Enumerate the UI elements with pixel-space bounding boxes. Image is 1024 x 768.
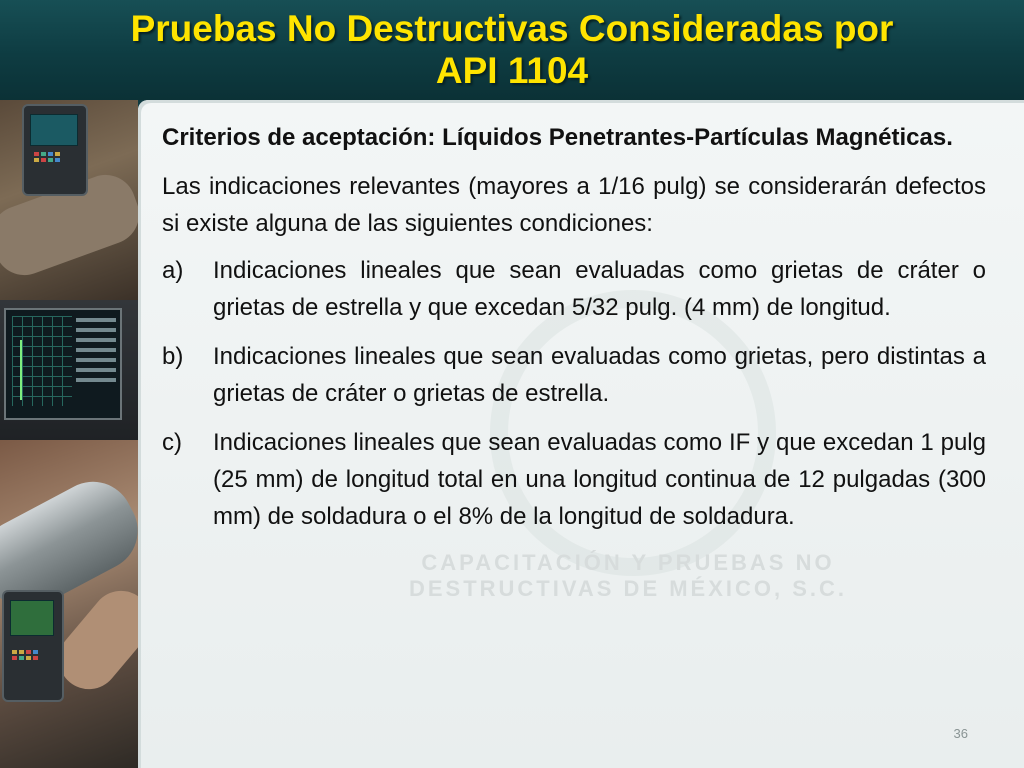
watermark-line-1: CAPACITACIÓN Y PRUEBAS NO [421, 550, 835, 575]
oscilloscope-screen [4, 308, 122, 420]
list-marker: a) [162, 257, 184, 284]
list-item-text: Indicaciones lineales que sean evaluadas como IF y que excedan 1 pulg (25 mm) de longitud total en una longitud continua de 12 pulgadas (300 mm) de soldadura o el 8% de la longitud de soldadura. [213, 429, 986, 530]
list-item-text: Indicaciones lineales que sean evaluadas como grietas de cráter o grietas de estrella y que excedan 5/32 pulg. (4 mm) de longitud. [213, 257, 986, 321]
photo-instrument-screen [0, 300, 138, 440]
list-item-text: Indicaciones lineales que sean evaluadas como grietas, pero distintas a grietas de cráter o grietas de estrella. [213, 343, 986, 407]
handheld-tester-device [2, 590, 64, 702]
list-marker: c) [162, 429, 182, 456]
intro-paragraph: Las indicaciones relevantes (mayores a 1/16 pulg) se considerarán defectos si existe alguna de las siguientes condiciones: [162, 173, 986, 237]
list-item-b [162, 338, 986, 412]
title-line-2: API 1104 [435, 50, 589, 91]
flaw-detector-device [22, 104, 88, 196]
list-marker: b) [162, 343, 184, 370]
photo-ultrasound-operator [0, 100, 138, 300]
slide-title [0, 2, 1024, 98]
list-item-c [162, 424, 986, 535]
page-number: 36 [953, 726, 968, 741]
watermark-company-name [368, 550, 888, 602]
photo-pipe-inspection [0, 440, 138, 768]
watermark-line-2: DESTRUCTIVAS DE MÉXICO, S.C. [408, 576, 848, 601]
criteria-heading: Criterios de aceptación: Líquidos Penetrantes-Partículas Magnéticas. [162, 124, 953, 151]
photo-strip [0, 100, 138, 768]
slide-body [162, 120, 986, 547]
title-line-1: Pruebas No Destructivas Consideradas por [130, 8, 894, 49]
list-item-a [162, 252, 986, 326]
